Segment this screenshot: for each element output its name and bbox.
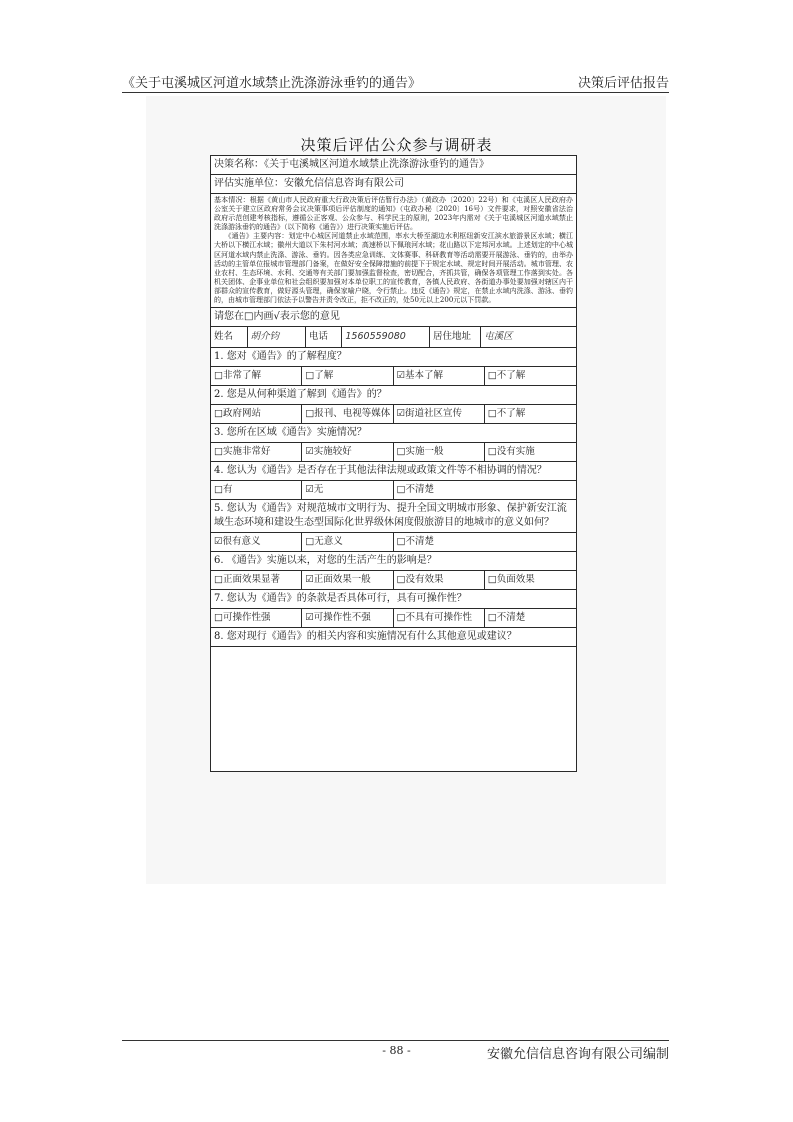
basic-info-text: 基本情况：根据《黄山市人民政府重大行政决策后评估暂行办法》（黄政办〔2020〕22号）和《屯溪区人民政府办公室关于建立区政府常务会议决策事项后评估制度的通知》（屯政办秘〔2020〕16号）文件要求，对照安徽省法治政府示范创建考核指标，遵循公正客观、公众参与、科学民主的原则，2023年内需对《关于屯溪城区河道水域禁止洗涤游泳垂钓的通告》（以下简称《通告》）进行决策实施后评估。 (214, 196, 573, 232)
q7-option-3[interactable]: □不具有可操作性 (394, 609, 485, 627)
question-5: 5. 您认为《通告》对规范城市文明行为、提升全国文明城市形象、保护新安江流域生态环境和建设生态型国际化世界级休闲度假旅游目的地城市的意义如何？ (211, 500, 576, 533)
q4-option-3[interactable]: □不清楚 (396, 484, 434, 496)
question-8: 8. 您对现行《通告》的相关内容和实施情况有什么其他意见或建议？ (211, 628, 576, 647)
question-5-options (211, 533, 576, 552)
respondent-info-row (211, 327, 576, 348)
q7-option-1[interactable]: □可操作性强 (211, 609, 302, 627)
footer-publisher: 安徽允信信息咨询有限公司编制 (486, 1047, 669, 1062)
q1-option-3[interactable]: ☑基本了解 (394, 367, 485, 385)
question-2: 2. 您是从何种渠道了解到《通告》的？ (211, 386, 576, 405)
q5-option-3[interactable]: □不清楚 (396, 536, 434, 548)
q6-option-4[interactable]: □负面效果 (487, 574, 535, 586)
phone-value[interactable]: 1560559080 (342, 327, 430, 347)
question-3-options (211, 443, 576, 462)
q1-option-4[interactable]: □不了解 (487, 370, 526, 382)
basic-info-block (211, 194, 576, 308)
q6-option-1[interactable]: □正面效果显著 (211, 571, 302, 589)
q2-option-3[interactable]: ☑街道社区宣传 (394, 405, 485, 423)
question-7: 7. 您认为《通告》的条款是否具体可行，具有可操作性？ (211, 590, 576, 609)
q2-option-4[interactable]: □不了解 (487, 408, 526, 420)
q5-option-2[interactable]: □无意义 (302, 533, 393, 551)
question-1: 1. 您对《通告》的了解程度？ (211, 348, 576, 367)
evaluation-unit: 评估实施单位：安徽允信信息咨询有限公司 (211, 175, 576, 194)
q1-option-2[interactable]: □了解 (302, 367, 393, 385)
question-6: 6. 《通告》实施以来，对您的生活产生的影响是？ (211, 552, 576, 571)
q3-option-1[interactable]: □实施非常好 (211, 443, 302, 461)
content-text: 《通告》主要内容：划定中心城区河道禁止水域范围，率水大桥至湖边水利枢纽新安江滨水旅游景区水域；横江大桥以下横江水域；徽州大道以下朱村河水域；高速桥以下佩琅河水域；花山路以下定邦河水域。上述划定的中心城区河道水域内禁止洗涤、游泳、垂钓。因各类应急训练、文体赛事、科研教育等活动需要开展游泳、垂钓的，由举办活动的主管单位报城市管理部门备案，在做好安全保障措施的前提下于规定水域、规定时间开展活动。城市管理、农业农村、生态环境、水利、交通等有关部门要加强监督检查，密切配合，齐抓共管，确保各项管理工作落到实处。各机关团体、企事业单位和社会组织要加强对本单位职工的宣传教育，各镇人民政府、各街道办事处要加强对辖区内干部群众的宣传教育，做好源头管理，确保家喻户晓，令行禁止。违反《通告》规定，在禁止水域内洗涤、游泳、垂钓的，由城市管理部门依法予以警告并责令改正，拒不改正的，处50元以上200元以下罚款。 (214, 232, 573, 305)
survey-form (210, 155, 577, 772)
question-6-options (211, 571, 576, 590)
footer-divider (122, 1040, 669, 1041)
q3-option-3[interactable]: □实施一般 (394, 443, 485, 461)
address-value[interactable]: 屯溪区 (484, 331, 513, 343)
q6-option-2[interactable]: ☑正面效果一般 (302, 571, 393, 589)
question-2-options (211, 405, 576, 424)
q2-option-2[interactable]: □报刊、电视等媒体 (302, 405, 393, 423)
phone-label: 电话 (306, 327, 343, 347)
q7-option-2[interactable]: ☑可操作性不强 (302, 609, 393, 627)
header-report-type: 决策后评估报告 (577, 76, 669, 91)
form-title: 决策后评估公众参与调研表 (300, 136, 493, 154)
question-3: 3. 您所在区域《通告》实施情况？ (211, 424, 576, 443)
q3-option-2[interactable]: ☑实施较好 (302, 443, 393, 461)
page-number: - 88 - (382, 1044, 411, 1057)
question-4: 4. 您认为《通告》是否存在于其他法律法规或政策文件等不相协调的情况？ (211, 462, 576, 481)
decision-name: 决策名称：《关于屯溪城区河道水域禁止洗涤游泳垂钓的通告》 (211, 156, 576, 175)
header-divider (122, 92, 669, 93)
q5-option-1[interactable]: ☑很有意义 (211, 533, 302, 551)
question-1-options (211, 367, 576, 386)
q7-option-4[interactable]: □不清楚 (487, 612, 526, 624)
question-4-options (211, 481, 576, 500)
q4-option-2[interactable]: ☑无 (302, 481, 393, 499)
q3-option-4[interactable]: □没有实施 (487, 446, 535, 458)
question-7-options (211, 609, 576, 628)
name-label: 姓名 (211, 327, 248, 347)
q4-option-1[interactable]: □有 (211, 481, 302, 499)
q1-option-1[interactable]: □非常了解 (211, 367, 302, 385)
q6-option-3[interactable]: □没有效果 (394, 571, 485, 589)
address-label: 居住地址 (430, 327, 481, 347)
header-document-title: 《关于屯溪城区河道水域禁止洗涤游泳垂钓的通告》 (122, 76, 422, 91)
suggestion-area[interactable] (211, 647, 576, 771)
instruction: 请您在□内画√表示您的意见 (211, 308, 576, 327)
name-value[interactable]: 胡介钧 (248, 327, 306, 347)
q2-option-1[interactable]: □政府网站 (211, 405, 302, 423)
